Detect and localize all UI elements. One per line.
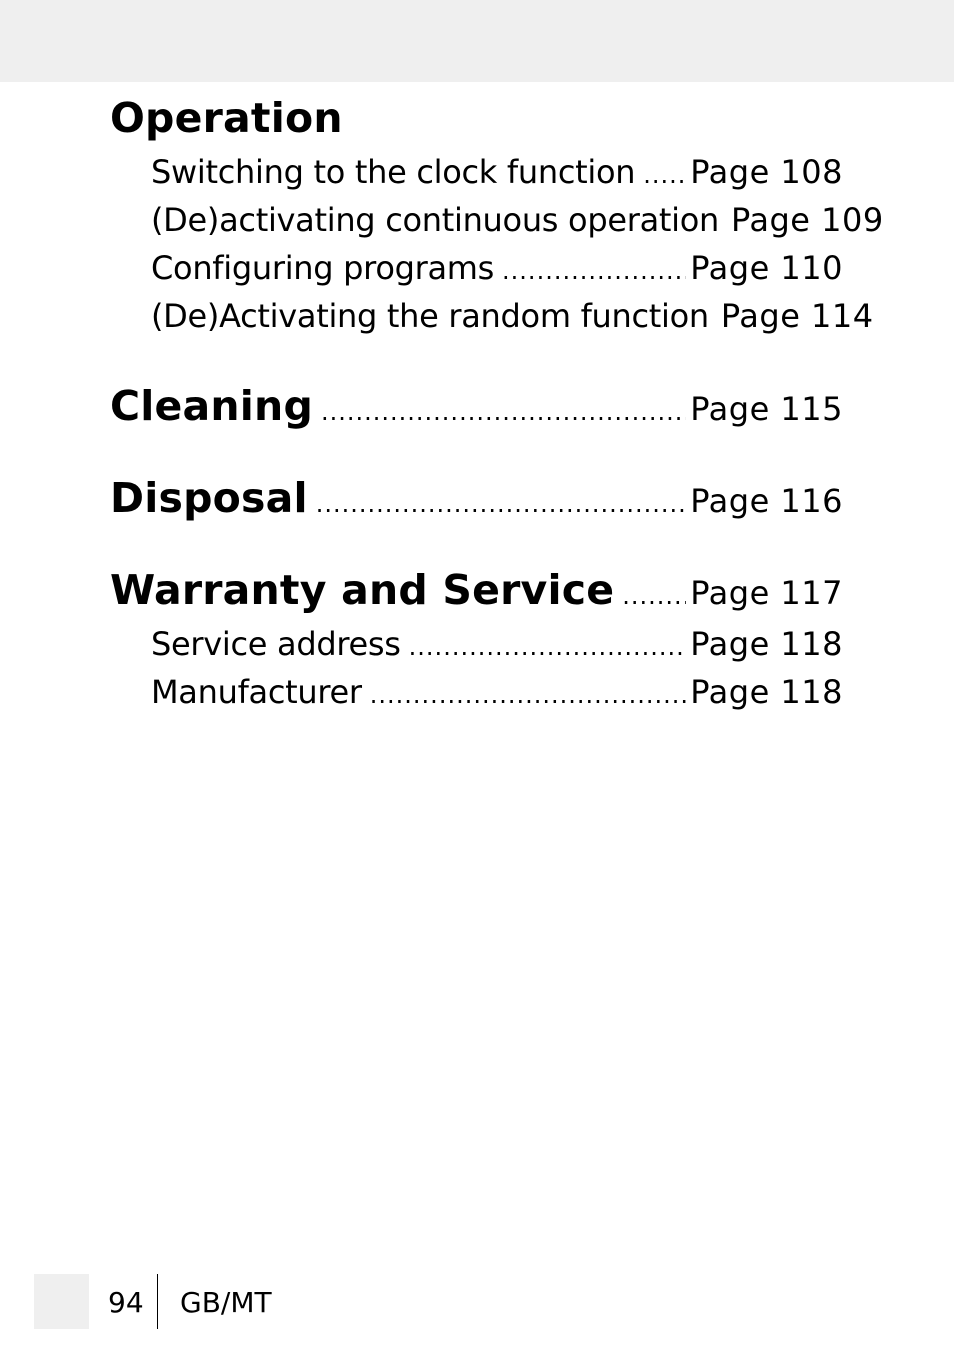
page-reference: Page 110 <box>690 249 843 287</box>
page-reference: Page 114 <box>720 297 874 335</box>
section-heading: Operation <box>110 94 343 142</box>
toc-section-cleaning <box>110 380 843 432</box>
table-of-contents <box>110 92 884 716</box>
toc-entry[interactable] <box>110 668 843 716</box>
page-reference: Page 115 <box>690 390 843 428</box>
entry-title: Service address <box>151 625 401 663</box>
toc-heading-row[interactable] <box>110 380 843 432</box>
entry-title: (De)Activating the random function <box>151 297 709 335</box>
dot-leader <box>370 671 687 719</box>
page-reference: Page 118 <box>690 673 843 711</box>
dot-leader <box>409 623 687 671</box>
entry-title: (De)activating continuous operation <box>151 201 719 239</box>
page-reference: Page 117 <box>690 574 843 612</box>
dot-leader <box>316 480 687 528</box>
toc-heading-row[interactable] <box>110 472 843 524</box>
page-reference: Page 116 <box>690 482 843 520</box>
toc-entry[interactable] <box>110 292 874 340</box>
entry-title: Switching to the clock function <box>151 153 636 191</box>
toc-heading-row[interactable] <box>110 92 843 148</box>
toc-entry[interactable] <box>110 244 843 292</box>
page-reference: Page 108 <box>690 153 843 191</box>
section-heading: Disposal <box>110 474 308 522</box>
section-heading: Warranty and Service <box>110 566 615 614</box>
toc-entry[interactable] <box>110 148 843 196</box>
section-heading: Cleaning <box>110 382 313 430</box>
dot-leader <box>622 572 686 620</box>
footer-marker-box <box>34 1274 89 1329</box>
toc-entry[interactable] <box>110 196 884 244</box>
footer-divider <box>157 1274 158 1329</box>
dot-leader <box>643 151 686 199</box>
footer-language-code: GB/MT <box>180 1286 272 1319</box>
dot-leader <box>321 388 686 436</box>
toc-section-disposal <box>110 472 843 524</box>
toc-heading-row[interactable] <box>110 564 843 620</box>
header-band <box>0 0 954 82</box>
entry-title: Configuring programs <box>151 249 495 287</box>
toc-section-warranty <box>110 564 843 716</box>
dot-leader <box>502 247 686 295</box>
footer-page-number: 94 <box>108 1286 144 1319</box>
toc-section-operation <box>110 92 884 340</box>
entry-title: Manufacturer <box>151 673 362 711</box>
page-reference: Page 118 <box>690 625 843 663</box>
toc-entry[interactable] <box>110 620 843 668</box>
page-reference: Page 109 <box>731 201 884 239</box>
